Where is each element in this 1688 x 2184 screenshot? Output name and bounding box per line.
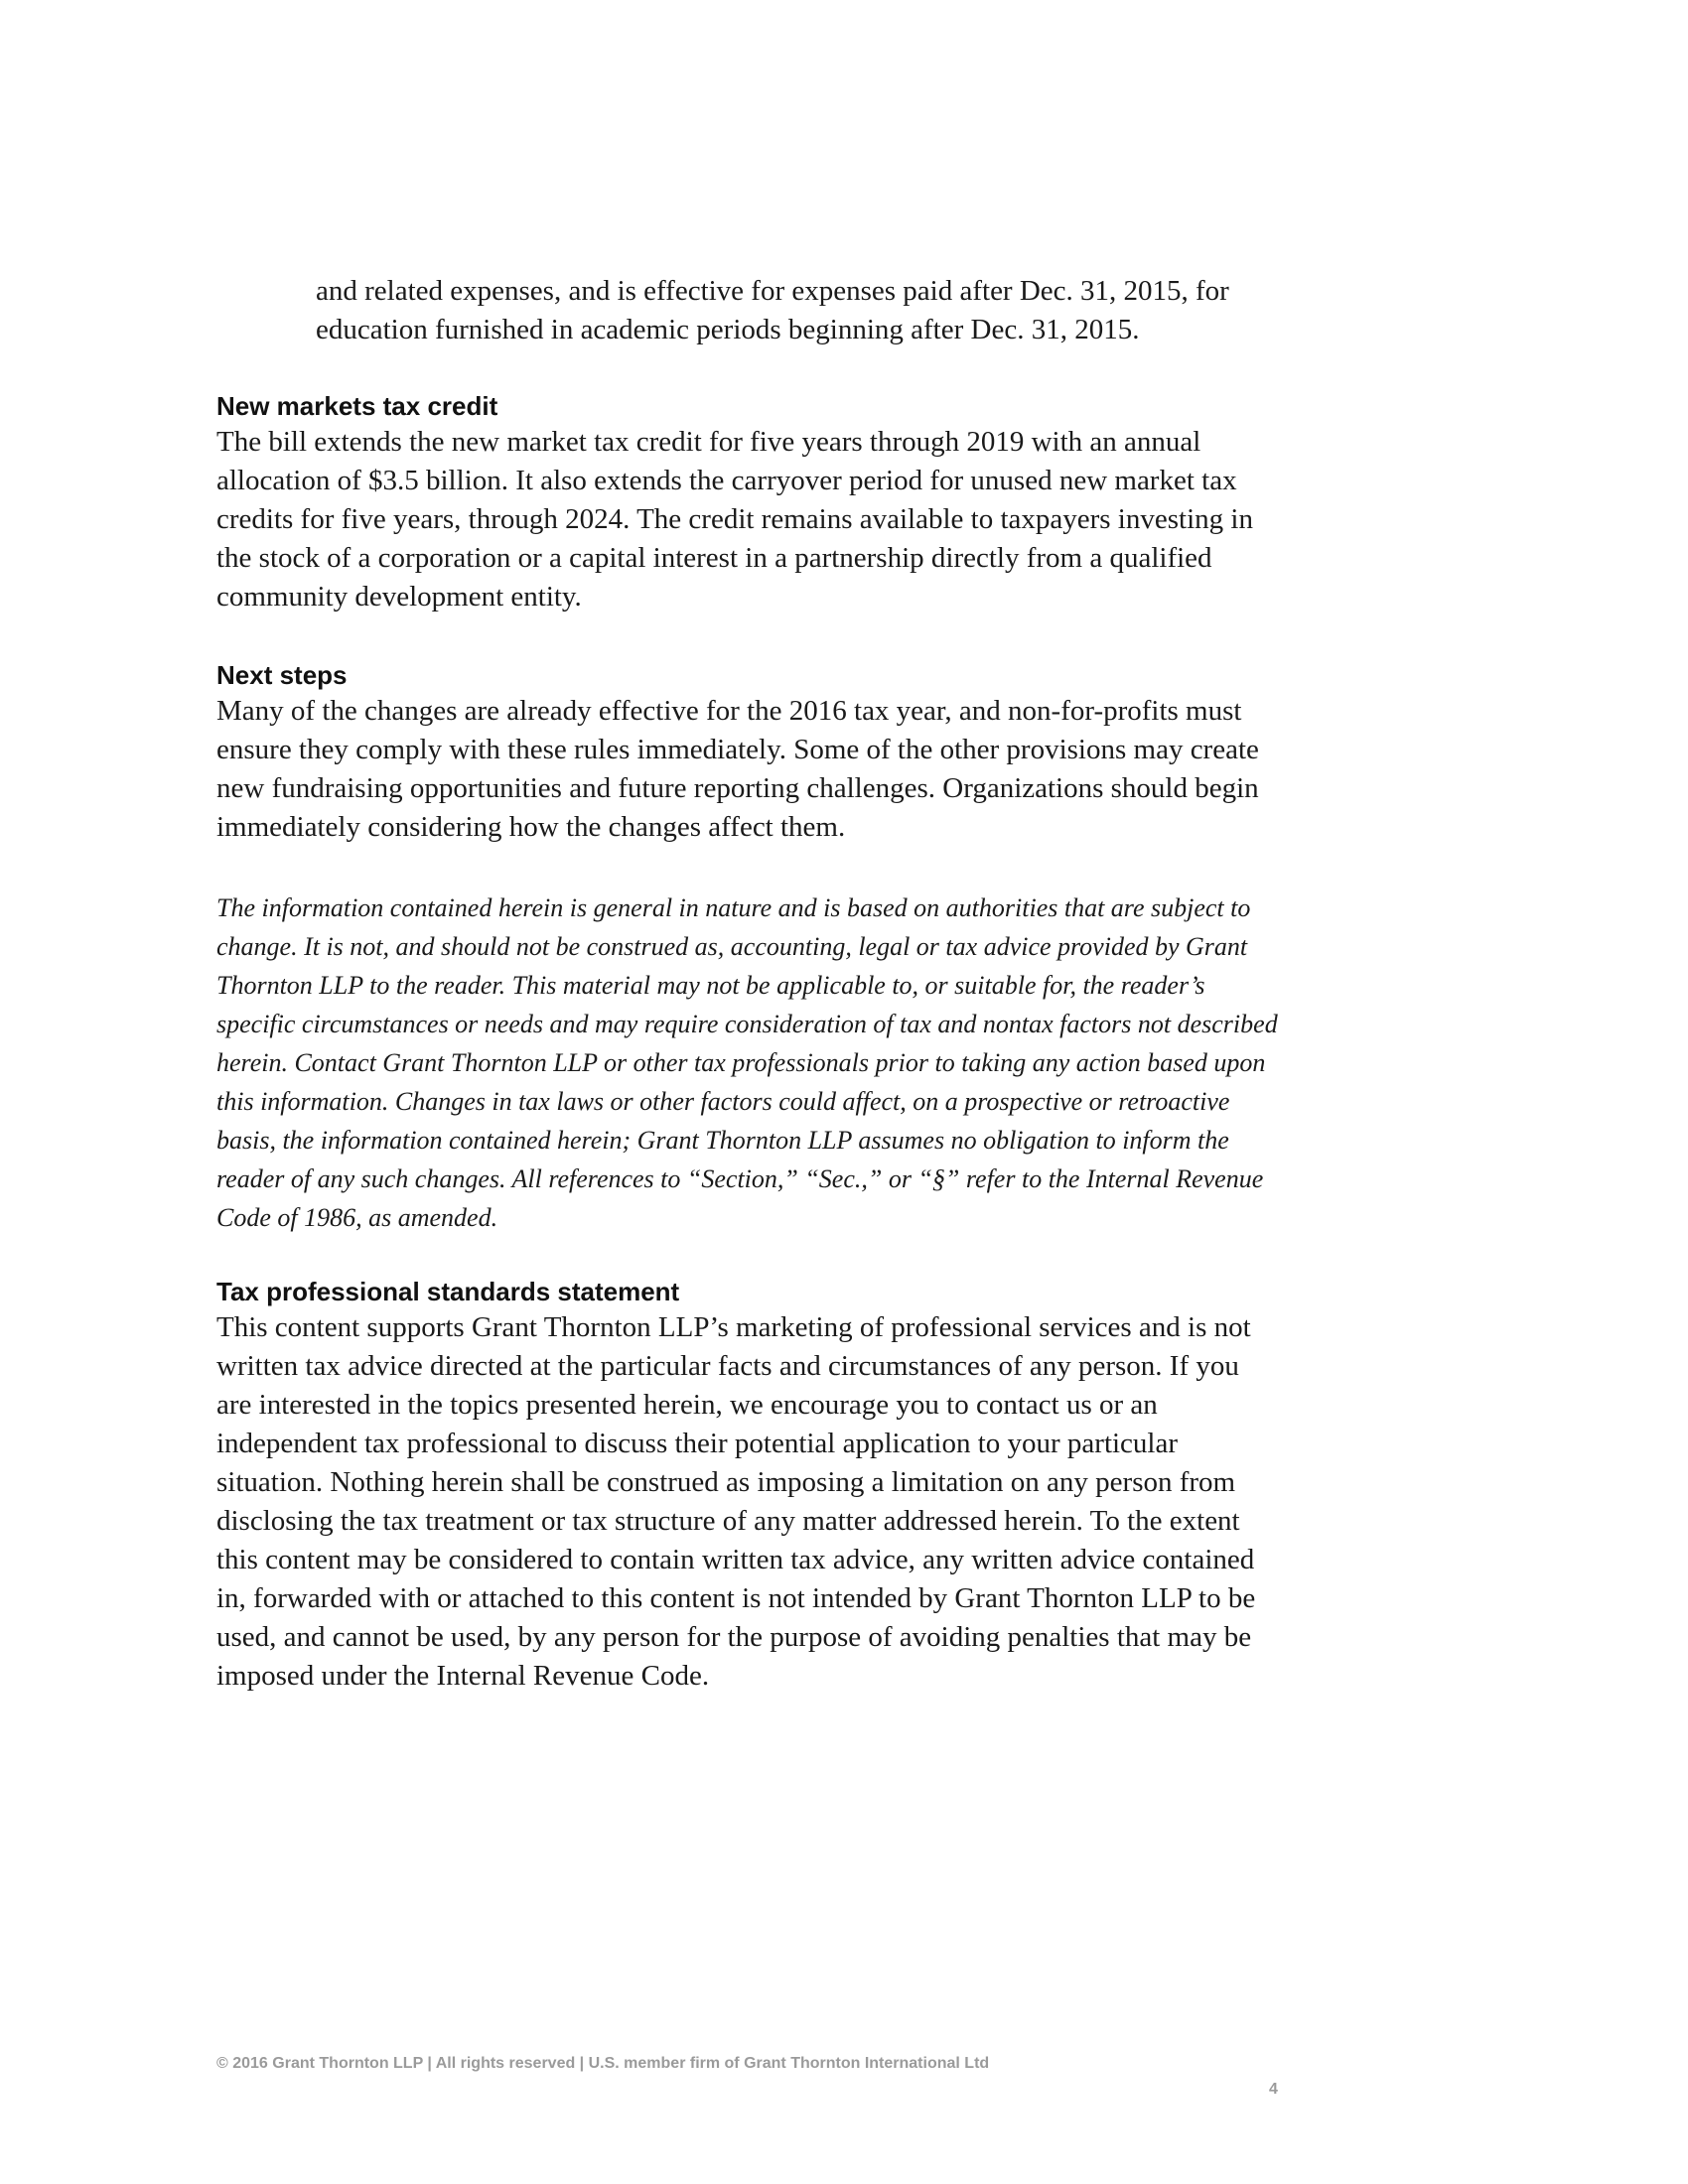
footer-copyright: © 2016 Grant Thornton LLP | All rights reserved | U.S. member firm of Grant Thornton International Ltd [216, 2055, 990, 2072]
section-paragraph: This content supports Grant Thornton LLP’s marketing of professional services and is not written tax advice directed at the particular facts and circumstances of any person. If you are interested in the topics presented herein, we encourage you to contact us or an independent tax professional to discuss their potential application to your particular situation. Nothing herein shall be construed as imposing a limitation on any person from disclosing the tax treatment or tax structure of any matter addressed herein. To the extent this content may be considered to contain written tax advice, any written advice contained in, forwarded with or attached to this content is not intended by Grant Thornton LLP to be used, and cannot be used, by any person for the purpose of avoiding penalties that may be imposed under the Internal Revenue Code. [216, 1311, 1256, 1692]
main-content [216, 389, 1281, 1737]
section-heading: Tax professional standards statement [216, 1277, 680, 1306]
section-new-markets-tax-credit [216, 389, 1281, 616]
disclaimer-paragraph: The information contained herein is general in nature and is based on authorities that are subject to change. It is not, and should not be construed as, accounting, legal or tax advice provided by Grant Thornton LLP to the reader. This material may not be applicable to, or suitable for, the reader’s specific circumstances or needs and may require consideration of tax and nontax factors not described herein. Contact Grant Thornton LLP or other tax professionals prior to taking any action based upon this information. Changes in tax laws or other factors could affect, on a prospective or retroactive basis, the information contained herein; Grant Thornton LLP assumes no obligation to inform the reader of any such changes. All references to “Section,” “Sec.,” or “§” refer to the Internal Revenue Code of 1986, as amended. [216, 893, 1278, 1232]
section-paragraph: Many of the changes are already effective for the 2016 tax year, and non-for-profits must ensure they comply with these rules immediately. Some of the other provisions may create new fundraising opportunities and future reporting challenges. Organizations should begin immediately considering how the changes affect them. [216, 695, 1259, 843]
continuation-paragraph: and related expenses, and is effective for expenses paid after Dec. 31, 2015, for education furnished in academic periods beginning after Dec. 31, 2015. [316, 275, 1229, 345]
section-heading: New markets tax credit [216, 391, 498, 421]
section-paragraph: The bill extends the new market tax credit for five years through 2019 with an annual allocation of $3.5 billion. It also extends the carryover period for unused new market tax credits for five years, through 2024. The credit remains available to taxpayers investing in the stock of a corporation or a capital interest in a partnership directly from a qualified community development entity. [216, 426, 1253, 613]
page-number: 4 [1269, 2081, 1278, 2098]
section-heading: Next steps [216, 660, 348, 690]
section-tax-professional-standards [216, 1275, 1281, 1696]
section-next-steps [216, 658, 1281, 847]
